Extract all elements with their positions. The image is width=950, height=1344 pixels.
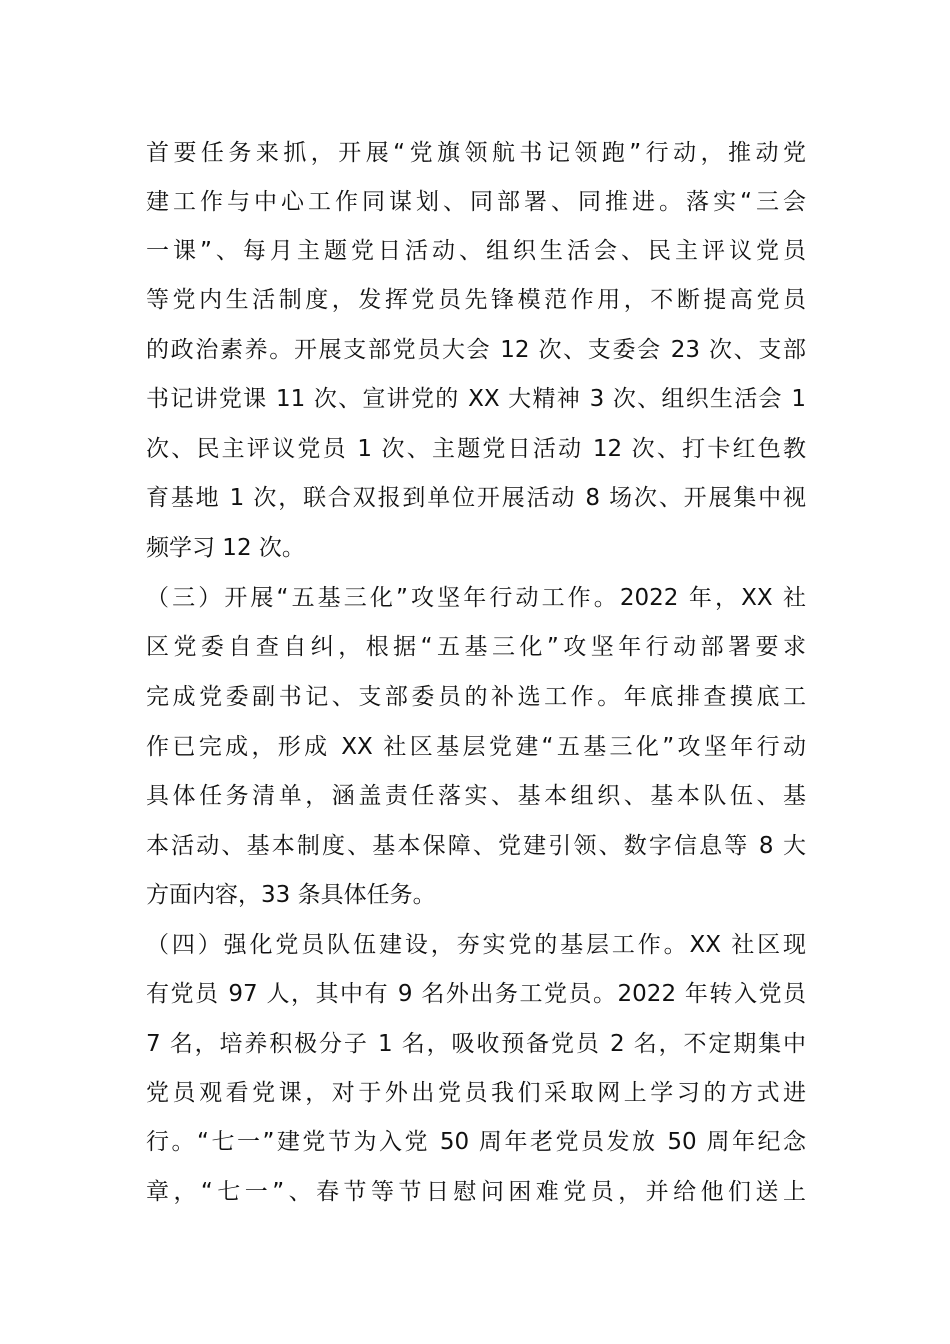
text-line: 7 名，培养积极分子 1 名，吸收预备党员 2 名，不定期集中 bbox=[146, 1031, 806, 1057]
section-heading-line: （三）开展“五基三化”攻坚年行动工作。2022 年，XX 社 bbox=[146, 585, 806, 611]
text-line: 的政治素养。开展支部党员大会 12 次、支委会 23 次、支部 bbox=[146, 337, 806, 363]
text-line: 频学习 12 次。 bbox=[146, 535, 305, 561]
text-line: 育基地 1 次，联合双报到单位开展活动 8 场次、开展集中视 bbox=[146, 485, 806, 511]
text-line: 等党内生活制度，发挥党员先锋模范作用，不断提高党员 bbox=[146, 287, 806, 313]
text-line: 本活动、基本制度、基本保障、党建引领、数字信息等 8 大 bbox=[146, 833, 806, 859]
text-line: 行。“七一”建党节为入党 50 周年老党员发放 50 周年纪念 bbox=[146, 1129, 806, 1155]
text-line: 具体任务清单，涵盖责任落实、基本组织、基本队伍、基 bbox=[146, 783, 806, 809]
text-line: 方面内容，33 条具体任务。 bbox=[146, 882, 436, 908]
text-line: 建工作与中心工作同谋划、同部署、同推进。落实“三会 bbox=[146, 189, 806, 215]
text-line: 章，“七一”、春节等节日慰问困难党员，并给他们送上 bbox=[146, 1179, 806, 1205]
text-line: 次、民主评议党员 1 次、主题党日活动 12 次、打卡红色教 bbox=[146, 436, 806, 462]
text-line: 首要任务来抓，开展“党旗领航书记领跑”行动，推动党 bbox=[146, 140, 806, 166]
text-line: 区党委自查自纠，根据“五基三化”攻坚年行动部署要求 bbox=[146, 634, 806, 660]
text-line: 有党员 97 人，其中有 9 名外出务工党员。2022 年转入党员 bbox=[146, 981, 806, 1007]
text-line: 作已完成，形成 XX 社区基层党建“五基三化”攻坚年行动 bbox=[146, 734, 806, 760]
text-line: 党员观看党课，对于外出党员我们采取网上学习的方式进 bbox=[146, 1080, 806, 1106]
text-line: 完成党委副书记、支部委员的补选工作。年底排查摸底工 bbox=[146, 684, 806, 710]
section-heading-line: （四）强化党员队伍建设，夯实党的基层工作。XX 社区现 bbox=[146, 932, 806, 958]
text-line: 一课”、每月主题党日活动、组织生活会、民主评议党员 bbox=[146, 238, 806, 264]
text-line: 书记讲党课 11 次、宣讲党的 XX 大精神 3 次、组织生活会 1 bbox=[146, 386, 806, 412]
